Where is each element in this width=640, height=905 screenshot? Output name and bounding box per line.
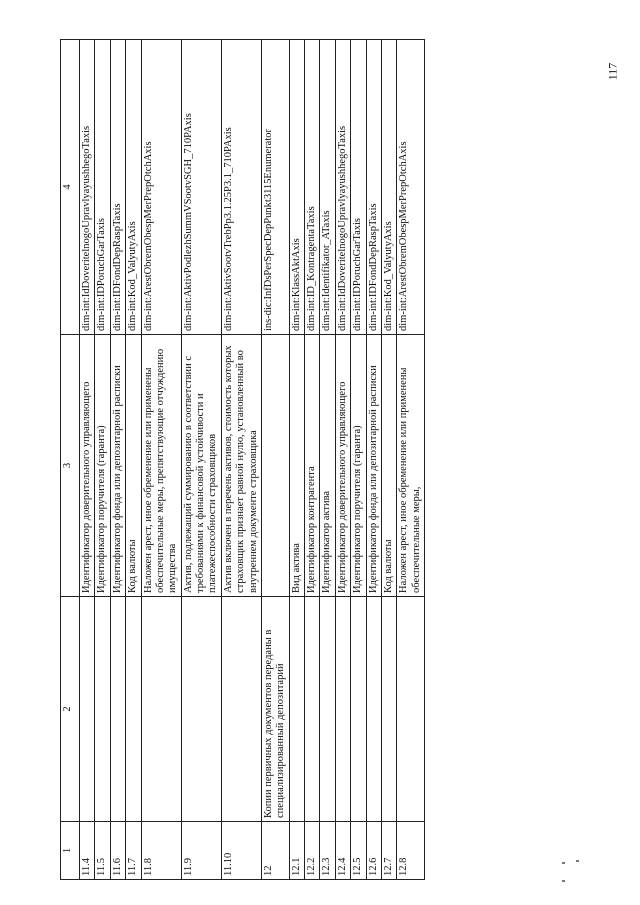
cell-col-1: 12.3	[320, 822, 335, 880]
cell-col-1: 11.7	[126, 822, 141, 880]
table-row	[397, 40, 425, 880]
cell-col-2	[397, 597, 425, 822]
cell-col-4: dim-int:Kod_ValyutyAxis	[126, 40, 141, 335]
cell-col-2	[181, 597, 221, 822]
cell-col-3: Идентификатор доверительного управляющего	[80, 335, 95, 597]
cell-col-4: dim-int:IDPoruchGarTaxis	[95, 40, 110, 335]
cell-col-3: Идентификатор актива	[320, 335, 335, 597]
cell-col-1: 11.8	[141, 822, 181, 880]
table-row	[110, 40, 125, 880]
cell-col-1: 11.9	[181, 822, 221, 880]
cell-col-1: 12.7	[381, 822, 396, 880]
table-row	[141, 40, 181, 880]
table-row	[305, 40, 320, 880]
cell-col-2	[126, 597, 141, 822]
cell-col-4: dim-int:IDFondDepRaspTaxis	[110, 40, 125, 335]
cell-col-2	[221, 597, 261, 822]
cell-col-1: 12.5	[351, 822, 366, 880]
table-row	[335, 40, 350, 880]
cell-col-4: dim-int:AktivPodlezhSummVSootvSGH_710PAxis	[181, 40, 221, 335]
cell-col-1: 11.5	[95, 822, 110, 880]
cell-col-4: dim-int:IdDoveritelnogoUpravlyayushhegoTaxis	[80, 40, 95, 335]
cell-col-3: Идентификатор фонда или депозитарной расписки	[110, 335, 125, 597]
table-row	[320, 40, 335, 880]
cell-col-4: dim-int:IDFondDepRaspTaxis	[366, 40, 381, 335]
header-col-4: 4	[61, 40, 80, 335]
cell-col-3: Идентификатор контрагента	[305, 335, 320, 597]
cell-col-3: Идентификатор поручителя (гаранта)	[351, 335, 366, 597]
cell-col-4: dim-int:ArestObremObespMerPrepOtchAxis	[141, 40, 181, 335]
cell-col-3: Идентификатор поручителя (гаранта)	[95, 335, 110, 597]
cell-col-3: Наложен арест, иное обременение или применены обеспечительные меры,	[397, 335, 425, 597]
cell-col-2: Копии первичных документов переданы в специализированный депозитарий	[261, 597, 289, 822]
cell-col-3: Код валюты	[381, 335, 396, 597]
cell-col-3: Вид актива	[289, 335, 304, 597]
cell-col-3: Актив включен в перечень активов, стоимость которых страховщик признает равной нулю, установленный во внутреннем документе страховщика	[221, 335, 261, 597]
cell-col-4: dim-int:Kod_ValyutyAxis	[381, 40, 396, 335]
table-row	[381, 40, 396, 880]
cell-col-4: dim-int:ID_KontragentaTaxis	[305, 40, 320, 335]
cell-col-3: Код валюты	[126, 335, 141, 597]
cell-col-1: 11.10	[221, 822, 261, 880]
cell-col-4: dim-int:Identifikator_ATaxis	[320, 40, 335, 335]
cell-col-4: ins-dic:InfDsPerSpecDepPunkt3115Enumerator	[261, 40, 289, 335]
cell-col-2	[289, 597, 304, 822]
cell-col-2	[80, 597, 95, 822]
table-row	[289, 40, 304, 880]
table-row	[351, 40, 366, 880]
cell-col-1: 12.2	[305, 822, 320, 880]
table-row	[181, 40, 221, 880]
cell-col-2	[141, 597, 181, 822]
cell-col-1: 12	[261, 822, 289, 880]
cell-col-3: Идентификатор доверительного управляющего	[335, 335, 350, 597]
cell-col-4: dim-int:AktivSootvTrebPp3.1.25P3.1_710PAxis	[221, 40, 261, 335]
cell-col-3: Наложен арест, иное обременение или применены обеспечительные меры, препятствующие отчуждению имущества	[141, 335, 181, 597]
header-col-2: 2	[61, 597, 80, 822]
header-col-3: 3	[61, 335, 80, 597]
cell-col-3	[261, 335, 289, 597]
cell-col-2	[366, 597, 381, 822]
table-wrapper	[60, 40, 580, 880]
table-header-row	[61, 40, 80, 880]
cell-col-2	[95, 597, 110, 822]
table-row	[221, 40, 261, 880]
cell-col-2	[381, 597, 396, 822]
cell-col-3: Идентификатор фонда или депозитарной расписки	[366, 335, 381, 597]
table-row	[261, 40, 289, 880]
cell-col-4: dim-int:KlassAktAxis	[289, 40, 304, 335]
cell-col-2	[110, 597, 125, 822]
cell-col-1: 11.4	[80, 822, 95, 880]
table-row	[126, 40, 141, 880]
table-row	[366, 40, 381, 880]
cell-col-2	[320, 597, 335, 822]
cell-col-1: 12.4	[335, 822, 350, 880]
cell-col-1: 12.8	[397, 822, 425, 880]
table-row	[80, 40, 95, 880]
rotated-table-area	[60, 40, 580, 880]
cell-col-4: dim-int:ArestObremObespMerPrepOtchAxis	[397, 40, 425, 335]
page-number: 117	[605, 62, 620, 81]
table-body	[80, 40, 425, 880]
table-row	[95, 40, 110, 880]
cell-col-4: dim-int:IdDoveritelnogoUpravlyayushhegoTaxis	[335, 40, 350, 335]
cell-col-2	[335, 597, 350, 822]
scan-marks	[560, 858, 590, 888]
cell-col-4: dim-int:IDPoruchGarTaxis	[351, 40, 366, 335]
cell-col-1: 11.6	[110, 822, 125, 880]
cell-col-2	[351, 597, 366, 822]
cell-col-2	[305, 597, 320, 822]
cell-col-3: Актив, подлежащий суммированию в соответствии с требованиями к финансовой устойчивости и платежеспособности страховщиков	[181, 335, 221, 597]
cell-col-1: 12.6	[366, 822, 381, 880]
cell-col-1: 12.1	[289, 822, 304, 880]
data-table	[60, 39, 425, 880]
header-col-1: 1	[61, 822, 80, 880]
